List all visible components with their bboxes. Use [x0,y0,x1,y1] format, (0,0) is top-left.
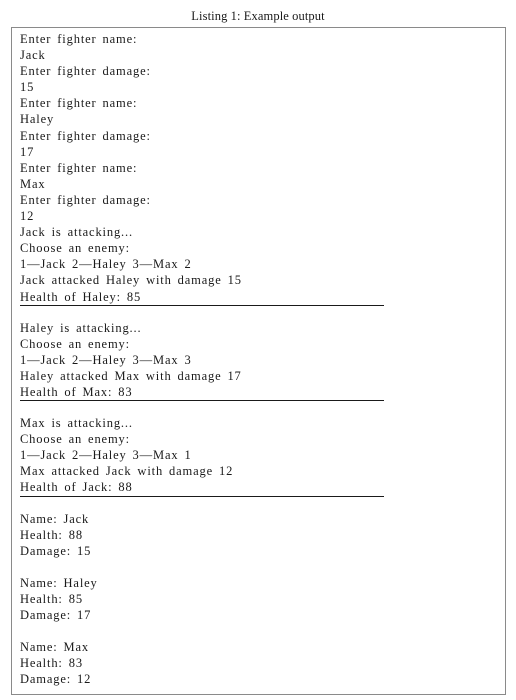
output-line: Health of Jack: 88 [20,480,133,495]
output-line: 1—Jack 2—Haley 3—Max 1 [20,448,192,463]
output-line: Haley is attacking... [20,320,142,335]
output-line: Damage: 17 [20,608,92,623]
attack-block [20,415,505,495]
output-line: Enter fighter damage: [20,64,151,79]
attack-block [20,320,505,400]
fighter-summary [20,639,505,687]
separator-rule [20,305,505,320]
output-line: Max attacked Jack with damage 12 [20,464,234,479]
output-line: Health of Haley: 85 [20,289,142,304]
output-line: 1—Jack 2—Haley 3—Max 3 [20,352,192,367]
output-line: Health: 88 [20,527,83,542]
output-line: Jack is attacking... [20,225,133,240]
output-line: 12 [20,209,35,224]
output-line: Haley attacked Max with damage 17 [20,368,242,383]
output-line: Haley [20,112,55,127]
output-line: Choose an enemy: [20,241,130,256]
output-line: Max [20,176,46,191]
output-line: Jack attacked Haley with damage 15 [20,273,242,288]
output-line: Choose an enemy: [20,432,130,447]
output-line: Name: Haley [20,575,98,590]
listing-caption: Listing 1: Example output [191,9,325,23]
output-line: Damage: 15 [20,543,92,558]
output-line: Name: Max [20,640,90,655]
separator-rule [20,496,505,511]
fighter-summary [20,511,505,559]
output-line: 1—Jack 2—Haley 3—Max 2 [20,257,192,272]
output-line: Name: Jack [20,511,90,526]
output-line: Enter fighter name: [20,96,138,111]
output-line: Jack [20,48,46,63]
output-line: Enter fighter damage: [20,192,151,207]
output-line: Enter fighter damage: [20,128,151,143]
output-line: Enter fighter name: [20,32,138,46]
output-line: Max is attacking... [20,416,133,431]
fighter-summary [20,575,505,623]
output-line: 17 [20,144,35,159]
output-line: Health: 85 [20,592,83,606]
code-listing [11,27,506,695]
output-line: Damage: 12 [20,672,92,687]
input-block [20,31,505,305]
output-line: Health of Max: 83 [20,384,133,399]
output-line: 15 [20,80,35,95]
output-line: Health: 83 [20,656,83,671]
blank-line [20,559,505,575]
separator-rule [20,400,505,415]
output-line: Choose an enemy: [20,336,130,351]
output-line: Enter fighter name: [20,160,138,175]
blank-line [20,623,505,639]
